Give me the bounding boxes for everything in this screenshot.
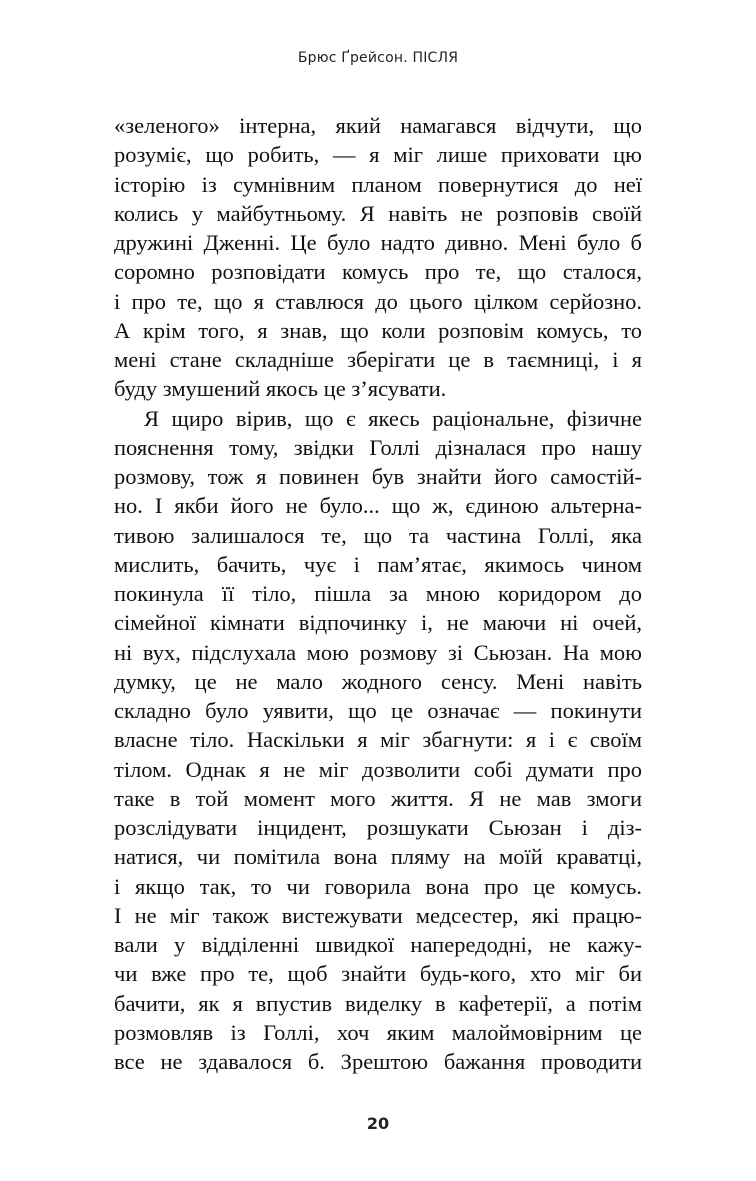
text-line: і про те, що я ставлюся до цього цілком серйозно. [114,288,642,314]
text-line: буду змушений якось це з’ясувати. [114,376,447,402]
text-line: думку, це не мало жодного сенсу. Мені навіть [114,668,642,694]
running-title: Брюс Ґрейсон. ПІСЛЯ [297,50,459,66]
text-line: пояснення тому, звідки Голлі дізналася про нашу [114,434,642,460]
text-line: все не здавалося б. Зрештою бажання проводити [114,1049,642,1074]
body-text [114,111,642,1076]
text-line: колись у майбутньому. Я навіть не розповів своїй [114,200,642,226]
text-line: складно було уявити, що це означає — покинути [114,698,642,723]
text-line: вали у відділенні швидкої напередодні, не кажу- [114,932,642,957]
text-line: Я щиро вірив, що є якесь раціональне, фізичне [144,405,642,431]
text-line: сімейної кімнати відпочинку і, не маючи ні очей, [114,610,642,636]
text-line: ні вух, підслухала мою розмову зі Сьюзан. На мою [114,639,642,665]
text-line: «зеленого» інтерна, який намагався відчути, що [114,113,642,138]
paragraph [114,404,642,1077]
text-line: розслідувати інцидент, розшукати Сьюзан і діз- [114,815,642,840]
text-line: розмовляв із Голлі, хоч яким малоймовірним це [114,1019,642,1045]
text-line: історію із сумнівним планом повернутися до неї [114,171,642,197]
text-line: мені стане складніше зберігати це в таємниці, і я [114,347,642,372]
text-line: соромно розповідати комусь про те, що сталося, [114,259,642,285]
text-line: но. І якби його не було... що ж, єдиною альтерна- [114,493,642,519]
text-line: таке в той момент мого життя. Я не мав змоги [114,785,642,811]
text-line: А крім того, я знав, що коли розповім комусь, то [114,317,642,343]
text-line: тивою залишалося те, що та частина Голлі, яка [114,522,642,548]
text-line: покинула її тіло, пішла за мною коридором до [114,581,642,606]
text-line: власне тіло. Наскільки я міг збагнути: я і є своїм [114,727,642,753]
text-line: дружині Дженні. Це було надто дивно. Мені було б [114,230,642,255]
text-line: І не міг також вистежувати медсестер, які працю- [114,902,642,928]
paragraph [114,111,642,404]
text-line: натися, чи помітила вона пляму на моїй краватці, [114,844,642,870]
text-line: бачити, як я впустив виделку в кафетерії, а потім [114,990,642,1016]
text-line: і якщо так, то чи говорила вона про це комусь. [114,873,642,899]
text-line: розмову, тож я повинен був знайти його самостій- [114,464,642,489]
text-line: тілом. Однак я не міг дозволити собі думати про [114,756,642,782]
text-line: мислить, бачить, чує і пам’ятає, якимось чином [114,551,642,577]
text-line: чи вже про те, щоб знайти будь-кого, хто міг би [114,961,642,987]
page-number: 20 [366,1114,390,1133]
text-line: розуміє, що робить, — я міг лише приховати цю [114,142,642,168]
